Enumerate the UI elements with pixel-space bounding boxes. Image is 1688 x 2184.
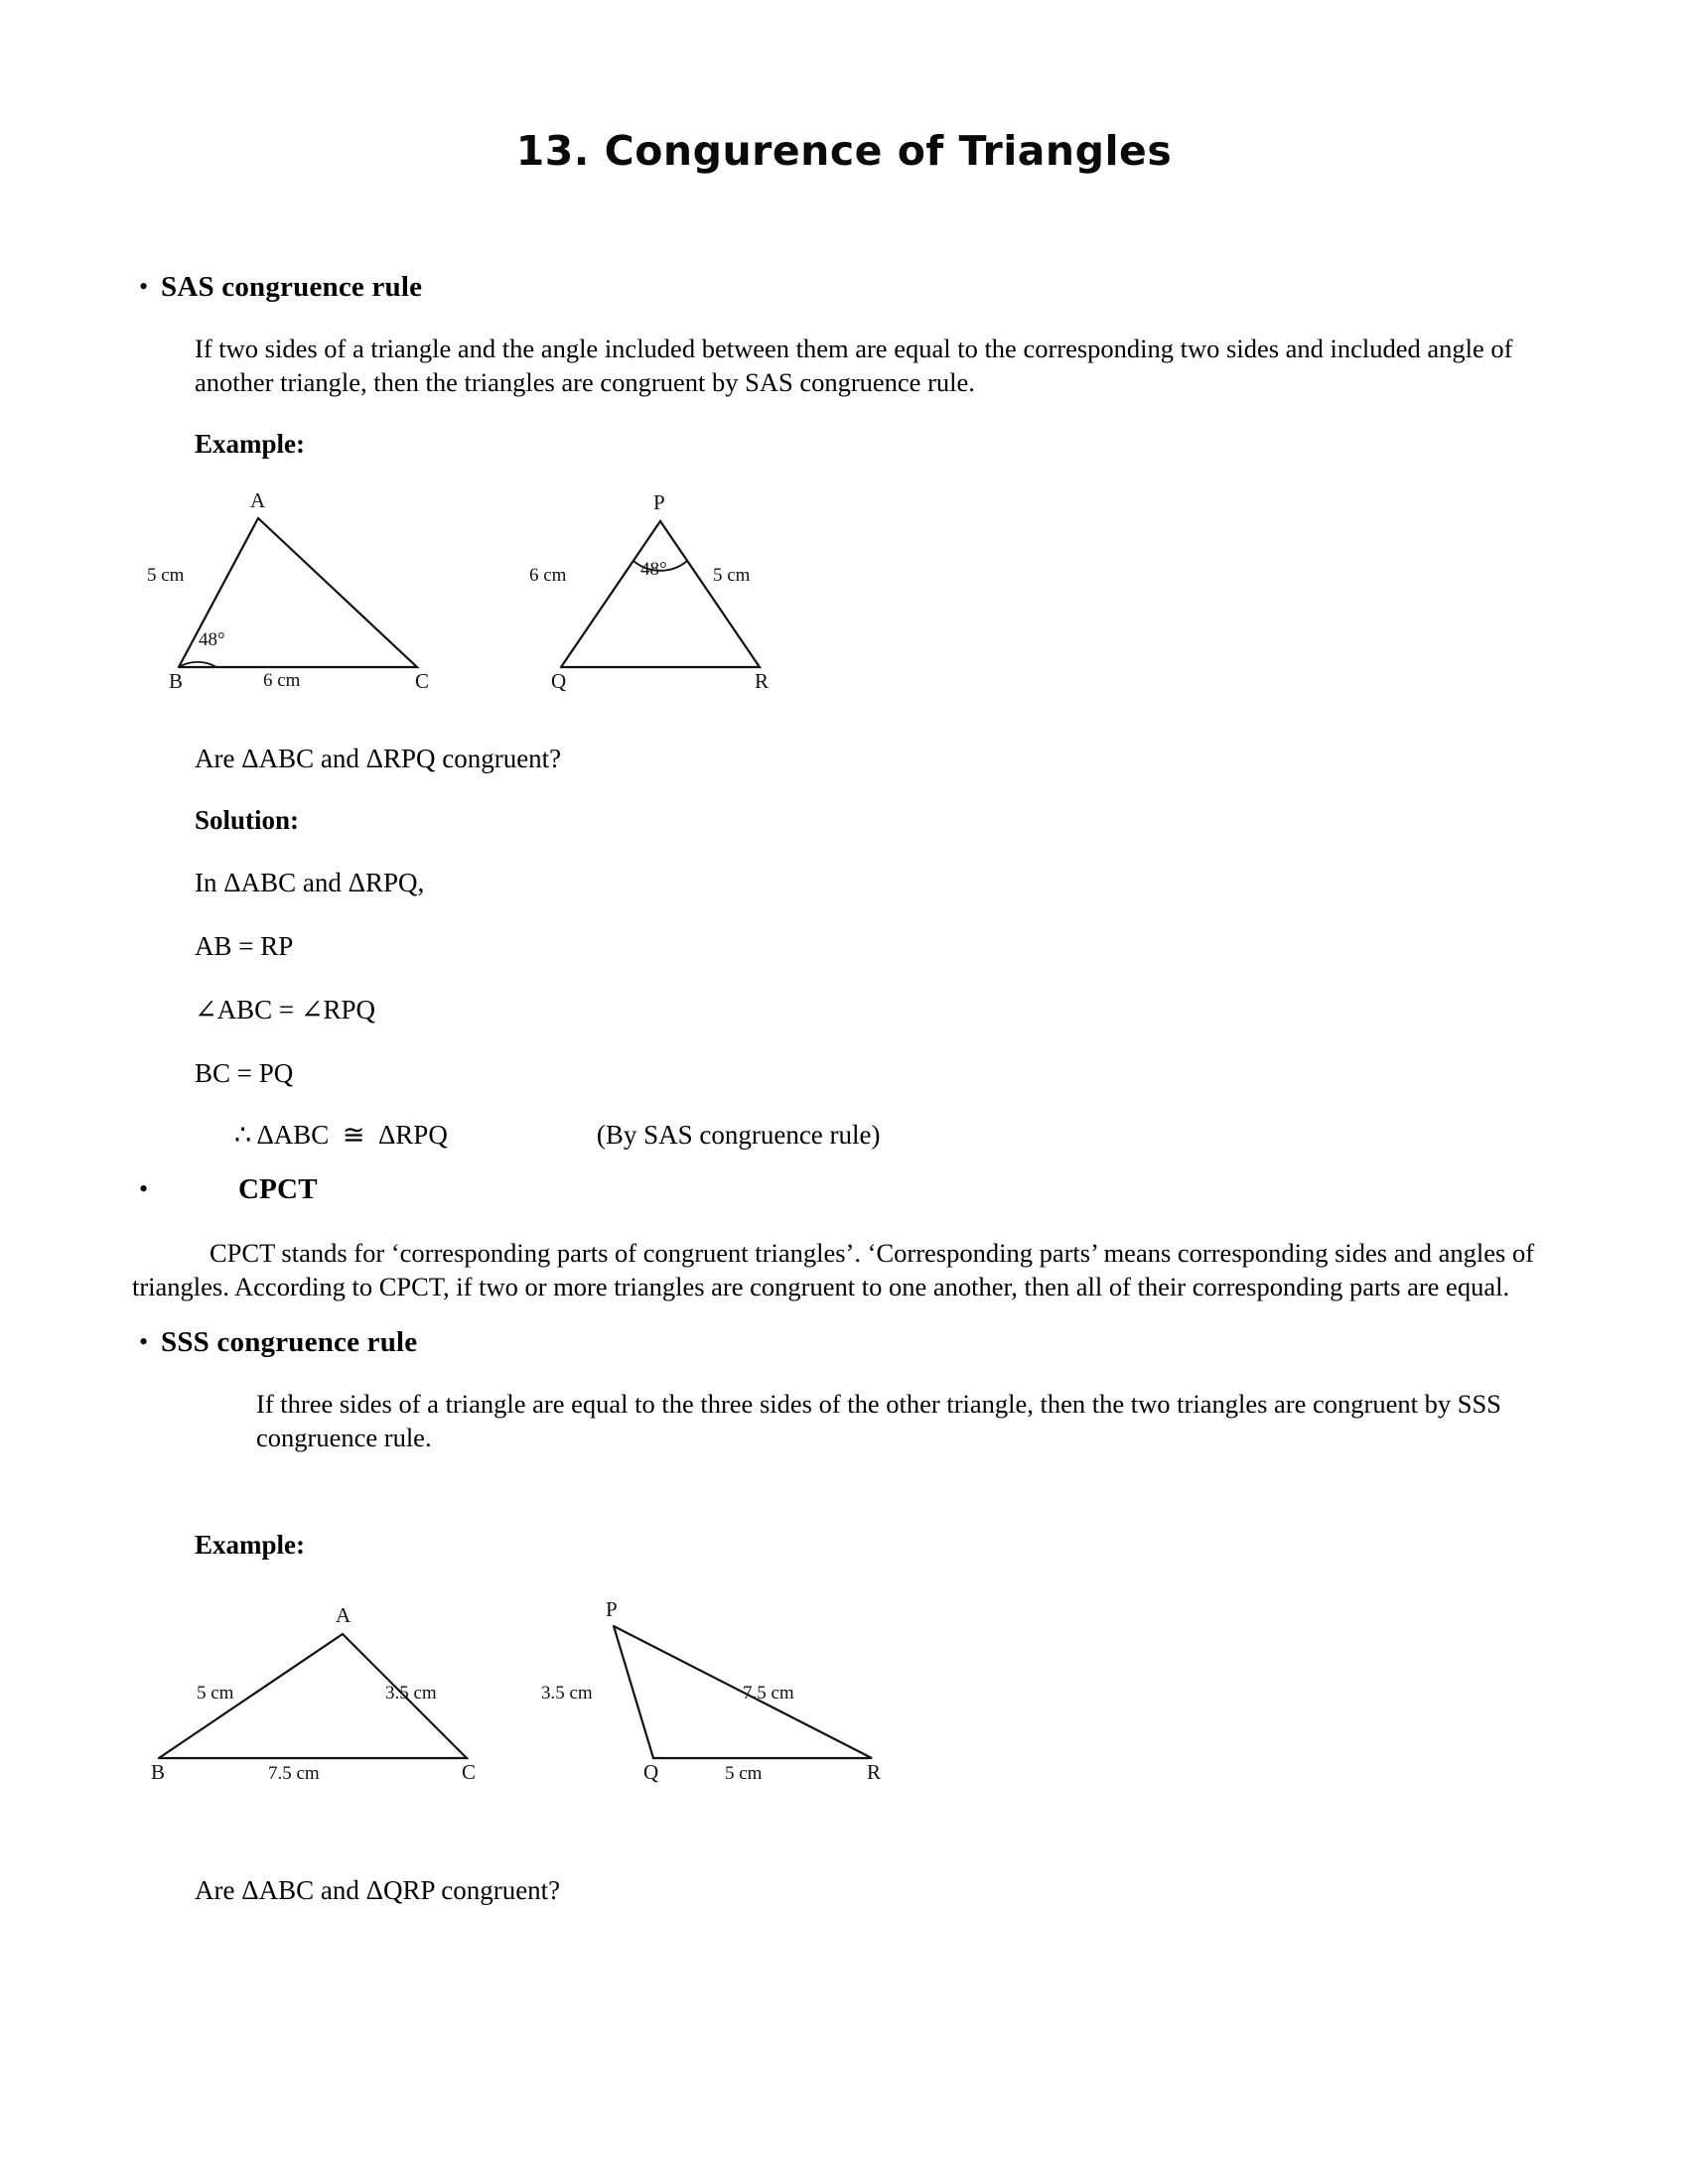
sas-example-label: Example: [195,429,305,459]
side-label-bc-sss: 7.5 cm [268,1763,320,1784]
vertex-label-p: P [653,490,665,514]
vertex-label-q: Q [643,1760,659,1784]
side-label-ab: 5 cm [147,565,185,586]
vertex-label-r: R [755,669,770,693]
sss-figure-svg [139,1584,993,1798]
sas-solution-line-4: BC = PQ [195,1058,294,1088]
section-heading-sss [139,1325,1688,1359]
sss-heading-label: SSS congruence rule [161,1326,418,1358]
sas-conclusion: ∴ ΔABC ≅ ΔRPQ [234,1120,448,1150]
side-label-pr-sss: 7.5 cm [743,1683,794,1704]
side-label-ac-sss: 3.5 cm [385,1683,437,1704]
side-label-ab-sss: 5 cm [197,1683,234,1704]
sas-conclusion-reason: (By SAS congruence rule) [596,1120,881,1150]
sss-figure [139,1584,1688,1798]
sas-figure [139,483,1688,712]
vertex-label-a: A [250,488,266,512]
side-label-bc: 6 cm [263,670,301,691]
bullet-icon: • [139,1174,149,1203]
side-label-pq-sss: 3.5 cm [541,1683,593,1704]
side-label-pr: 5 cm [713,565,751,586]
sss-definition: If three sides of a triangle are equal to the three sides of the other triangle, then the two triangles are congruent by SSS congruence rule. [256,1389,1501,1452]
page-title: 13. Congurence of Triangles [515,127,1173,175]
vertex-label-p: P [606,1597,618,1621]
sss-question: Are ΔABC and ΔQRP congruent? [195,1875,561,1905]
sas-solution-line-1: In ΔABC and ΔRPQ, [195,868,425,897]
vertex-label-b: B [169,669,184,693]
angle-label-b: 48° [199,629,225,650]
sas-question: Are ΔABC and ΔRPQ congruent? [195,744,562,773]
vertex-label-r: R [867,1760,882,1784]
section-heading-sas [139,270,1688,304]
triangle-pqr-outline [561,521,760,667]
side-label-qr-sss: 5 cm [725,1763,763,1784]
sss-example-label: Example: [195,1530,305,1560]
vertex-label-c: C [415,669,430,693]
vertex-label-b: B [151,1760,166,1784]
sas-solution-label: Solution: [195,805,300,835]
sas-conclusion-row [195,1120,1688,1151]
sas-solution-line-2: AB = RP [195,931,294,961]
vertex-label-q: Q [551,669,567,693]
sas-figure-svg [139,483,894,712]
bullet-icon: • [139,272,149,301]
vertex-label-a: A [336,1603,352,1627]
bullet-icon: • [139,1327,149,1356]
sas-definition: If two sides of a triangle and the angle included between them are equal to the corresponding two sides and included angle of another triangle, then the triangles are congruent by SAS congruence rule. [195,334,1513,397]
cpct-definition: CPCT stands for ‘corresponding parts of congruent triangles’. ‘Corresponding parts’ means corresponding sides and angles of triangles. According to CPCT, if two or more triangles are congruent to one another, then all of their corresponding parts are equal. [132,1238,1535,1301]
sas-solution-line-3: ∠ABC = ∠RPQ [195,995,376,1024]
section-heading-cpct [139,1172,1688,1206]
sas-heading-label: SAS congruence rule [161,271,423,303]
cpct-heading-label: CPCT [238,1173,318,1205]
vertex-label-c: C [462,1760,477,1784]
document-body [0,270,1688,1907]
angle-label-p: 48° [640,559,667,580]
side-label-pq: 6 cm [529,565,567,586]
